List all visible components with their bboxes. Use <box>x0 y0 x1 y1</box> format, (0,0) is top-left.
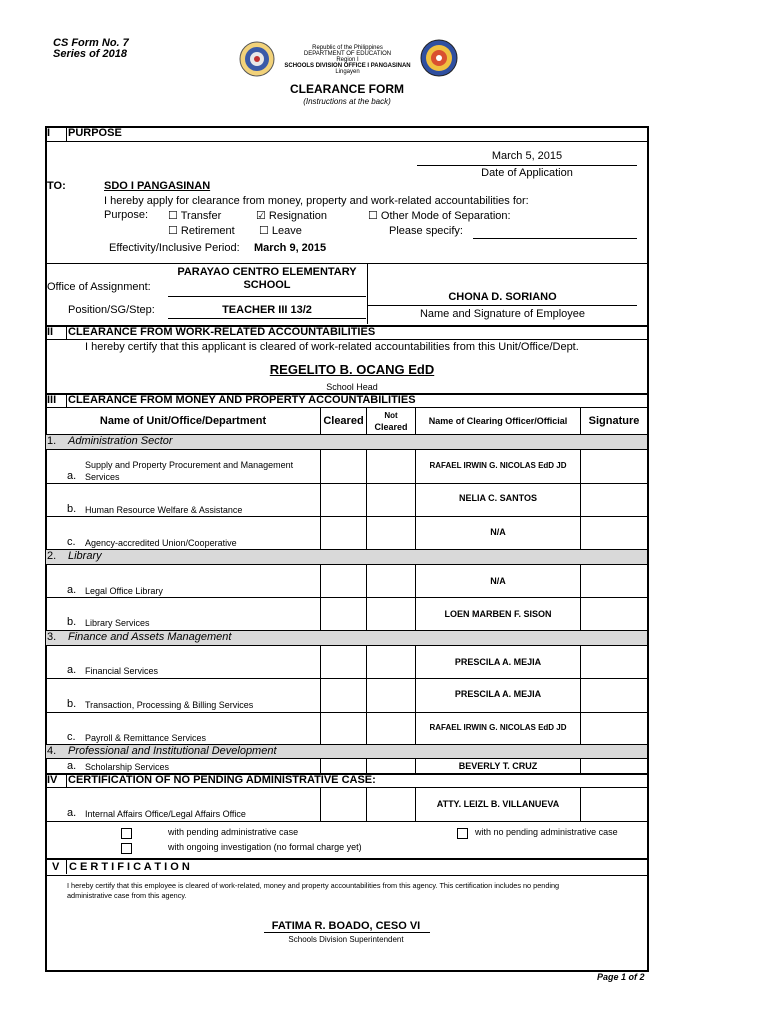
column-not-cleared-2: Cleared <box>374 422 408 432</box>
application-date-label: Date of Application <box>481 167 573 179</box>
section-3-heading: CLEARANCE FROM MONEY AND PROPERTY ACCOUNTABILITIES <box>68 394 416 406</box>
section-5-number: V <box>52 861 60 873</box>
row-rule <box>45 483 648 484</box>
fin-a-unit: Financial Services <box>85 666 159 676</box>
no-pending-case-checkbox[interactable] <box>457 828 468 839</box>
row-rule <box>45 516 648 517</box>
fin-c-unit: Payroll & Remittance Services <box>85 733 207 743</box>
col-line-2 <box>366 407 367 774</box>
row-rule <box>45 564 648 565</box>
superintendent-title: Schools Division Superintendent <box>288 935 404 944</box>
section-1-number: I <box>47 127 51 139</box>
s4-row-rule <box>45 821 648 822</box>
category-admin-number: 1. <box>47 435 57 447</box>
admin-b-unit: Human Resource Welfare & Assistance <box>85 505 243 515</box>
section-2-divider <box>66 327 67 339</box>
s4-col-line-1 <box>320 788 321 821</box>
certification-text-2: administrative case from this agency. <box>67 891 187 900</box>
admin-a-letter: a. <box>67 470 77 482</box>
assignment-top-rule <box>45 263 648 264</box>
ongoing-investigation-label: with ongoing investigation (no formal charge yet) <box>168 842 362 852</box>
section-2-number: II <box>47 326 54 338</box>
lib-b-unit: Library Services <box>85 618 150 628</box>
prof-a-unit: Scholarship Services <box>85 762 170 772</box>
pending-case-label: with pending administrative case <box>168 827 299 837</box>
admin-c-unit: Agency-accredited Union/Cooperative <box>85 538 237 548</box>
column-officer: Name of Clearing Officer/Official <box>428 416 568 426</box>
section-1-divider <box>66 128 67 141</box>
purpose-label: Purpose: <box>104 209 149 221</box>
please-specify-label: Please specify: <box>389 225 463 237</box>
employee-label: Name and Signature of Employee <box>419 308 586 320</box>
col-line-1 <box>320 407 321 774</box>
admin-a-officer: RAFAEL IRWIN G. NICOLAS EdD JD <box>429 461 567 470</box>
section-2-certify-text: I hereby certify that this applicant is cleared of work-related accountabilities from this Unit/Office/Dept. <box>85 341 579 353</box>
fin-a-officer: PRESCILA A. MEJIA <box>454 657 542 667</box>
effectivity-label: Effectivity/Inclusive Period: <box>109 242 240 254</box>
position-label: Position/SG/Step: <box>68 304 155 316</box>
admin-b-officer: NELIA C. SANTOS <box>458 493 537 503</box>
section-3-number: III <box>47 394 57 406</box>
division-seal-logo <box>420 39 458 77</box>
section-2-heading: CLEARANCE FROM WORK-RELATED ACCOUNTABILITIES <box>68 326 376 338</box>
section-4-rule <box>45 787 648 788</box>
school-head-label: School Head <box>326 382 378 392</box>
column-unit: Name of Unit/Office/Department <box>99 415 267 427</box>
application-date: March 5, 2015 <box>491 150 563 162</box>
row-rule <box>45 758 648 759</box>
category-admin-title: Administration Sector <box>68 435 173 447</box>
no-pending-case-label: with no pending administrative case <box>475 827 618 837</box>
option-retirement[interactable]: ☐ Retirement <box>168 225 235 237</box>
lib-a-unit: Legal Office Library <box>85 586 163 596</box>
section-5-rule <box>45 875 648 876</box>
application-date-line <box>417 165 637 166</box>
agency-line-4: SCHOOLS DIVISION OFFICE I PANGASINAN <box>284 63 411 69</box>
option-other[interactable]: ☐ Other Mode of Separation: <box>368 210 511 222</box>
category-library-number: 2. <box>47 550 57 562</box>
column-not-cleared-1: Not <box>384 411 398 420</box>
row-rule <box>45 597 648 598</box>
row-rule <box>45 678 648 679</box>
row-rule <box>45 449 648 450</box>
section-5-heading: C E R T I F I C A T I O N <box>69 861 190 873</box>
column-cleared: Cleared <box>323 415 364 427</box>
frame-top <box>45 126 649 128</box>
employee-name: CHONA D. SORIANO <box>448 291 557 303</box>
superintendent-name: FATIMA R. BOADO, CESO VI <box>271 920 421 932</box>
category-library-shade <box>46 550 647 564</box>
please-specify-field[interactable] <box>473 238 637 239</box>
admin-c-letter: c. <box>67 536 76 548</box>
section-5-divider <box>66 860 67 874</box>
row-rule <box>45 712 648 713</box>
superintendent-signature-line <box>264 932 430 933</box>
s4-col-line-4 <box>580 788 581 821</box>
office-line <box>168 296 366 297</box>
category-prof-title: Professional and Institutional Development <box>68 745 277 757</box>
option-leave[interactable]: ☐ Leave <box>259 225 302 237</box>
section-1-heading: PURPOSE <box>68 127 122 139</box>
fin-a-letter: a. <box>67 664 77 676</box>
category-finance-title: Finance and Assets Management <box>68 631 232 643</box>
deped-seal-logo <box>239 41 275 77</box>
position-line <box>168 318 366 319</box>
s4-a-letter: a. <box>67 807 77 819</box>
option-resignation[interactable]: ☑ Resignation <box>256 210 328 222</box>
agency-line-1: Republic of the Philippines <box>312 45 383 51</box>
request-text: I hereby apply for clearance from money, property and work-related accountabilities for: <box>104 195 529 207</box>
admin-a-unit-1: Supply and Property Procurement and Management <box>85 460 294 470</box>
to-value: SDO I PANGASINAN <box>104 180 211 192</box>
certification-text-1: I hereby certify that this employee is cleared of work-related, money and property accountabilities from this agency. This certification includes no pending <box>67 881 560 890</box>
fin-b-letter: b. <box>67 698 77 710</box>
section-4-heading: CERTIFICATION OF NO PENDING ADMINISTRATIVE CASE: <box>68 774 376 786</box>
agency-line-3: Region I <box>336 57 359 63</box>
section-1-rule <box>45 141 648 142</box>
row-rule <box>45 645 648 646</box>
lib-a-officer: N/A <box>490 576 506 586</box>
pending-case-checkbox[interactable] <box>121 828 132 839</box>
admin-b-letter: b. <box>67 503 77 515</box>
form-subtitle: (Instructions at the back) <box>303 97 391 106</box>
agency-line-2: DEPARTMENT OF EDUCATION <box>303 51 392 57</box>
lib-a-letter: a. <box>67 584 77 596</box>
office-value-2: SCHOOL <box>243 279 291 291</box>
position-value: TEACHER III 13/2 <box>222 304 312 316</box>
to-label: TO: <box>47 180 66 192</box>
office-label: Office of Assignment: <box>47 281 151 293</box>
option-transfer[interactable]: ☐ Transfer <box>168 210 222 222</box>
office-value-1: PARAYAO CENTRO ELEMENTARY <box>177 266 357 278</box>
prof-a-letter: a. <box>67 760 77 772</box>
s4-col-line-2 <box>366 788 367 821</box>
prof-a-officer: BEVERLY T. CRUZ <box>458 761 538 771</box>
section-5-top-rule <box>45 858 648 860</box>
col-line-4 <box>580 407 581 774</box>
agency-line-5: Lingayen <box>335 69 360 75</box>
s4-a-unit: Internal Affairs Office/Legal Affairs Office <box>85 809 246 819</box>
fin-c-officer: RAFAEL IRWIN G. NICOLAS EdD JD <box>429 723 567 732</box>
page-number: Page 1 of 2 <box>597 972 645 982</box>
fin-c-letter: c. <box>67 731 76 743</box>
frame-bottom <box>45 970 649 972</box>
fin-b-unit: Transaction, Processing & Billing Services <box>85 700 254 710</box>
section-4-divider <box>66 775 67 787</box>
fin-b-officer: PRESCILA A. MEJIA <box>454 689 542 699</box>
admin-c-officer: N/A <box>490 527 506 537</box>
section-4-number: IV <box>47 774 58 786</box>
category-library-title: Library <box>68 550 102 562</box>
lib-b-letter: b. <box>67 616 77 628</box>
category-prof-number: 4. <box>47 745 57 757</box>
form-number: CS Form No. 7 <box>53 37 129 49</box>
effectivity-value: March 9, 2015 <box>254 242 327 254</box>
category-finance-number: 3. <box>47 631 57 643</box>
admin-a-unit-2: Services <box>85 472 120 482</box>
section-2-rule <box>45 339 648 340</box>
form-title: CLEARANCE FORM <box>290 82 404 96</box>
section-3-divider <box>66 395 67 407</box>
lib-b-officer: LOEN MARBEN F. SISON <box>444 609 552 619</box>
form-series: Series of 2018 <box>53 48 127 60</box>
ongoing-investigation-checkbox[interactable] <box>121 843 132 854</box>
section-3-rule <box>45 407 648 408</box>
employee-signature-line <box>368 305 637 306</box>
school-head-name: REGELITO B. OCANG EdD <box>269 362 435 377</box>
column-signature: Signature <box>588 415 640 427</box>
s4-a-officer: ATTY. LEIZL B. VILLANUEVA <box>436 799 560 809</box>
